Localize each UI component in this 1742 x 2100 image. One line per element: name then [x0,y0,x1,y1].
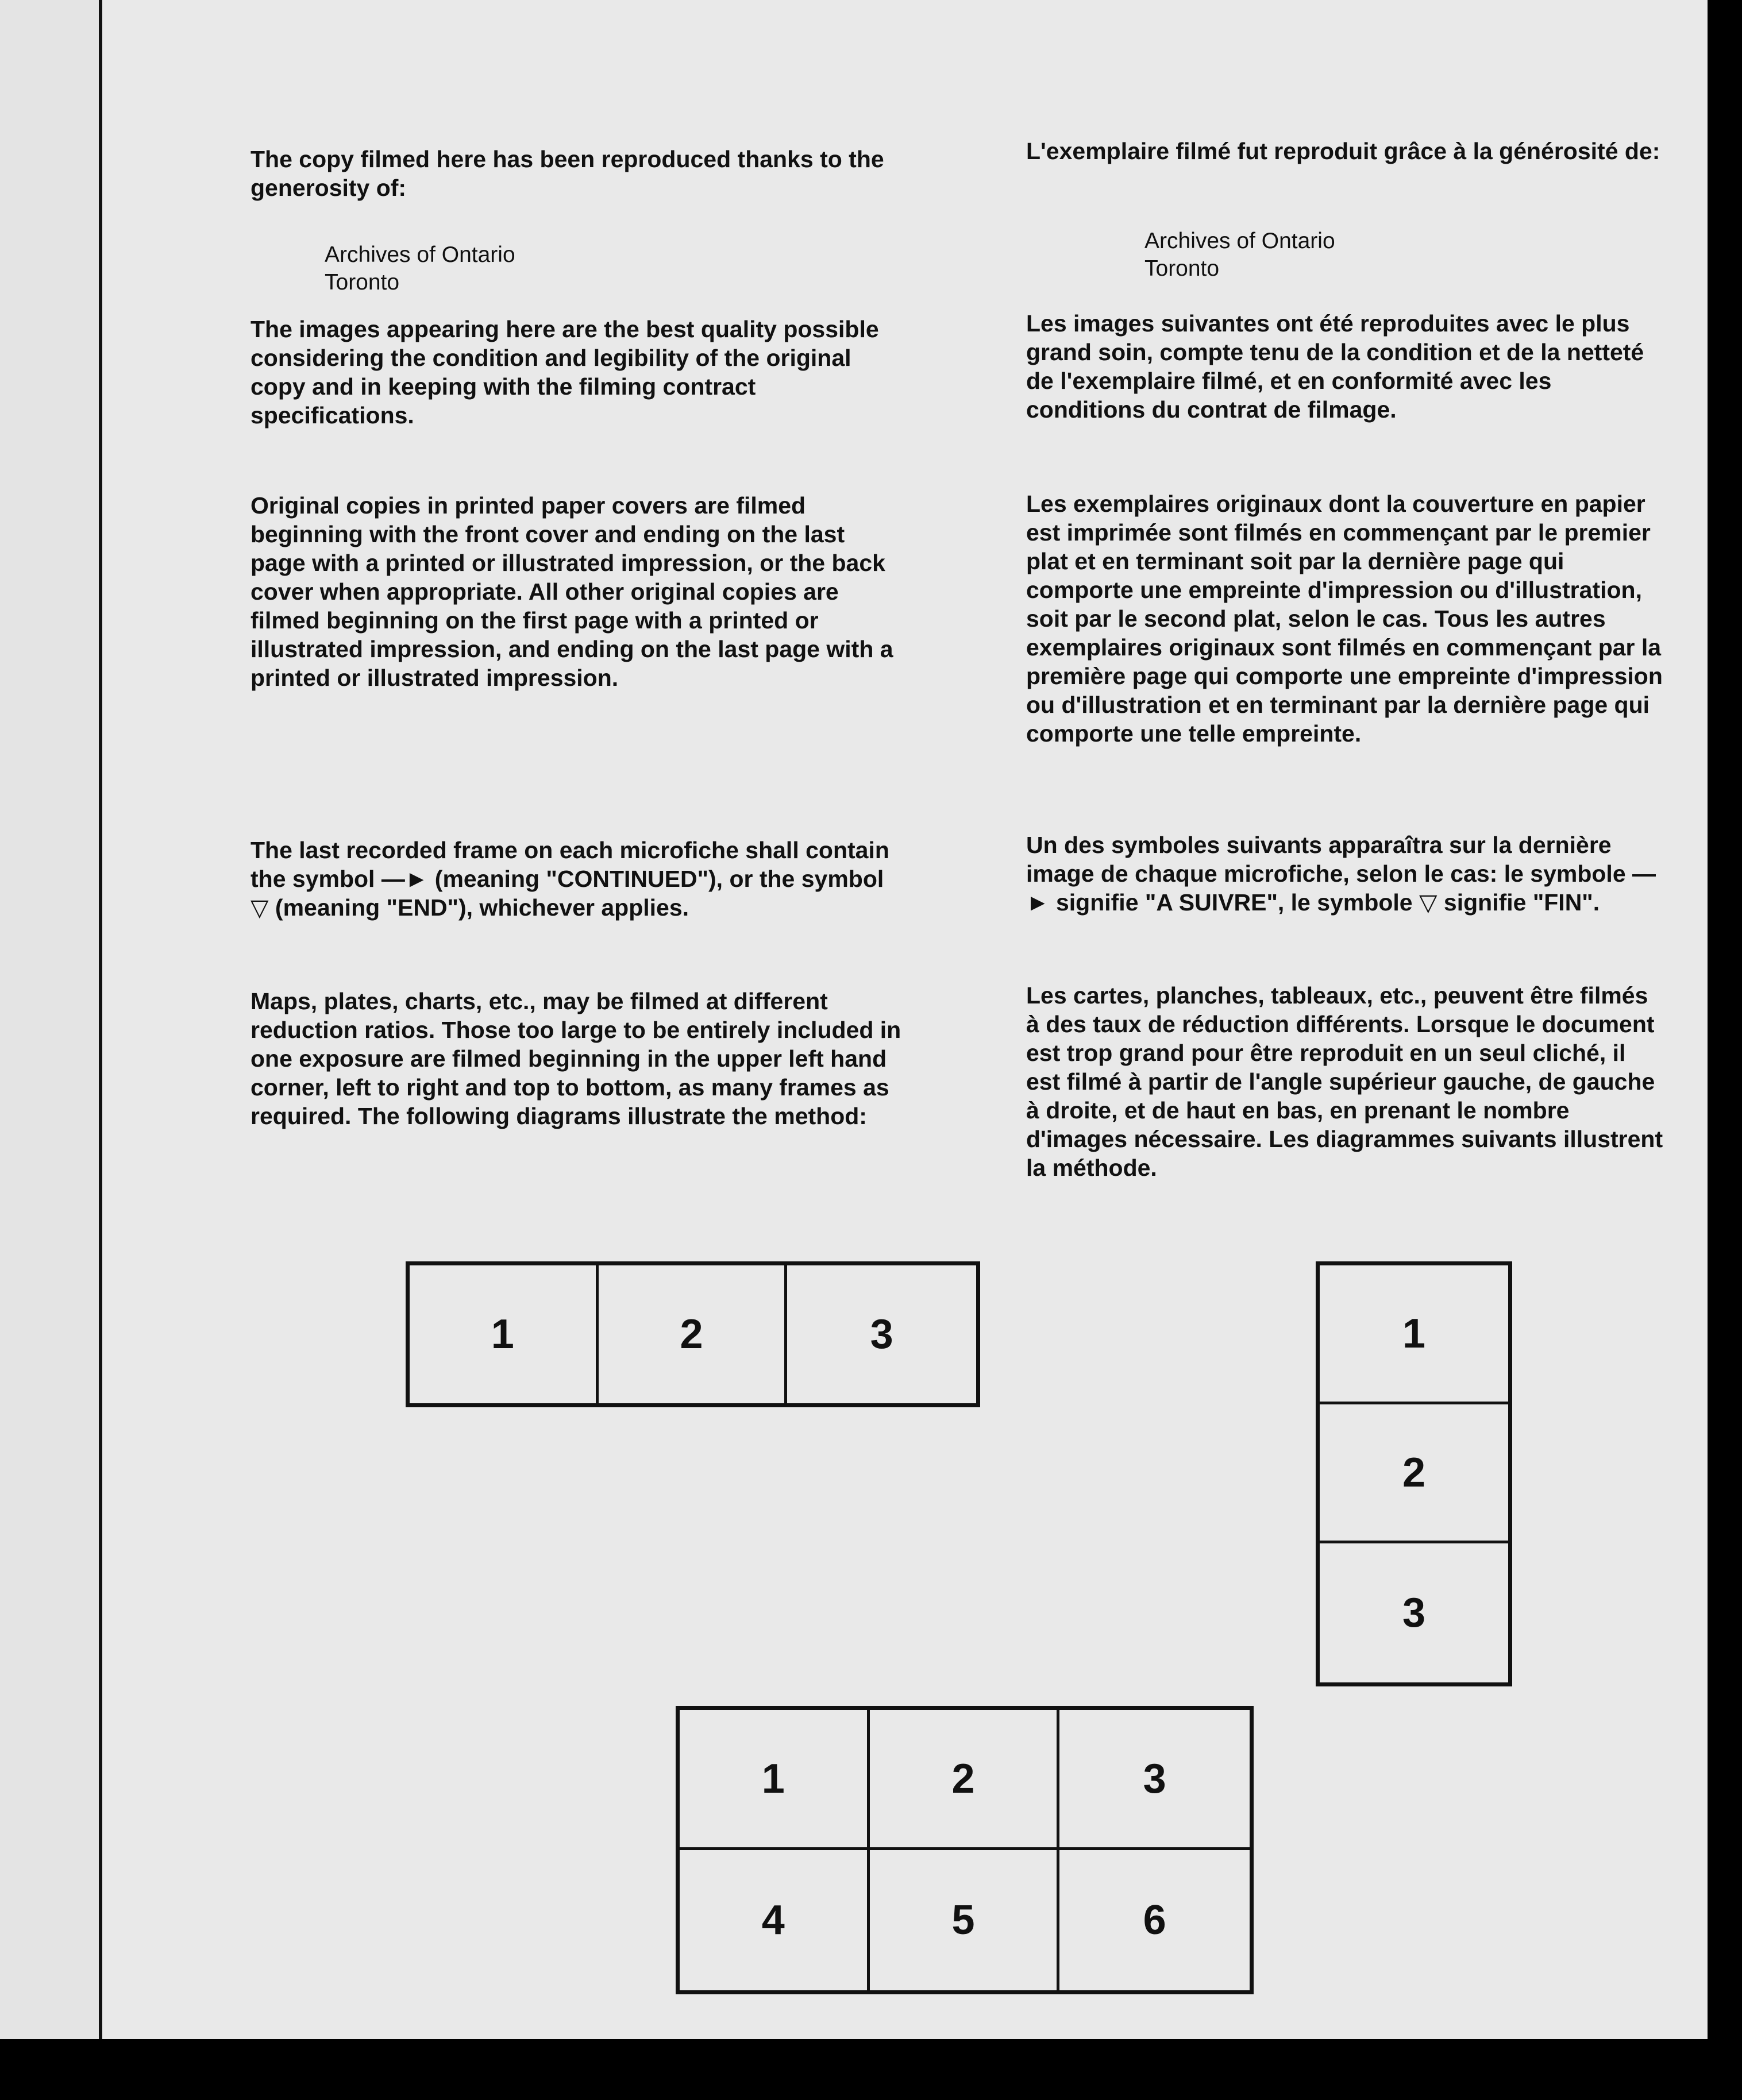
frame-cell: 1 [410,1265,599,1403]
left-margin-strip [0,0,102,2068]
english-quality-paragraph: The images appearing here are the best quality possible considering the condition and legibility of the original copy and in keeping with the filming contract specifications. [250,316,879,429]
frame-cell: 5 [870,1850,1060,1990]
french-institution [1144,227,1547,283]
frame-cell: 6 [1143,1897,1166,1943]
diagram-grid [676,1706,1254,1994]
diagram-horizontal [406,1261,980,1407]
scan-border-bottom [0,2039,1742,2100]
french-quality-paragraph: Les images suivantes ont été reproduites avec le plus grand soin, compte tenu de la condition et de la netteté de l'exemplaire filmé, et en conformité avec les conditions du contrat de filmage. [1026,310,1644,423]
diagram-vertical [1316,1261,1512,1686]
french-covers-paragraph: Les exemplaires originaux dont la couverture en papier est imprimée sont filmés en commençant par le premier plat et en terminant soit par la dernière page qui comporte une empreinte d'impression ou d'illustration, soit par le second plat, selon le cas. Tous les autres exemplaires originaux sont filmés en commençant par la première page qui comporte une empreinte d'impression ou d'illustration et en terminant par la dernière page qui comporte une telle empreinte. [1026,491,1663,747]
institution-name: Archives of Ontario [325,242,515,267]
english-intro: The copy filmed here has been reproduced thanks to the generosity of: [250,146,884,201]
frame-cell: 1 [1320,1265,1508,1404]
institution-city: Toronto [325,270,400,295]
french-maps-paragraph: Les cartes, planches, tableaux, etc., peuvent être filmés à des taux de réduction différents. Lorsque le document est trop grand pour être reproduit en un seul cliché, il est filmé à partir de l'angle supérieur gauche, de gauche à droite, et de haut en bas, en prenant le nombre d'images nécessaire. Les diagrammes suivants illustrent la méthode. [1026,982,1663,1181]
scan-border-right [1708,0,1742,2100]
institution-name: Archives of Ontario [1144,229,1335,253]
frame-cell: 4 [680,1850,870,1990]
english-symbols-paragraph: The last recorded frame on each microfiche shall contain the symbol —► (meaning "CONTINUED"), or the symbol ▽ (meaning "END"), whichever applies. [250,837,889,921]
english-covers-paragraph: Original copies in printed paper covers are filmed beginning with the front cover and ending on the last page with a printed or illustrated impression, or the back cover when appropriate. All other original copies are filmed beginning on the first page with a printed or illustrated impression, and ending on the last page with a printed or illustrated impression. [250,492,893,691]
french-symbols-paragraph: Un des symboles suivants apparaîtra sur la dernière image de chaque microfiche, selon le cas: le symbole —► signifie "A SUIVRE", le symbole ▽ signifie "FIN". [1026,832,1656,916]
english-institution [325,241,727,296]
frame-cell: 3 [1059,1710,1250,1850]
frame-cell: 3 [870,1311,893,1357]
frame-cell: 3 [1402,1590,1426,1636]
institution-city: Toronto [1144,256,1220,281]
frame-cell: 2 [599,1265,788,1403]
frame-cell: 2 [1320,1404,1508,1543]
french-intro: L'exemplaire filmé fut reproduit grâce à la générosité de: [1026,138,1660,164]
frame-cell: 2 [870,1710,1060,1850]
frame-cell: 1 [680,1710,870,1850]
english-maps-paragraph: Maps, plates, charts, etc., may be filmed at different reduction ratios. Those too large to be entirely included in one exposure are filmed beginning in the upper left hand corner, left to right and top to bottom, as many frames as required. The following diagrams illustrate the method: [250,988,901,1129]
